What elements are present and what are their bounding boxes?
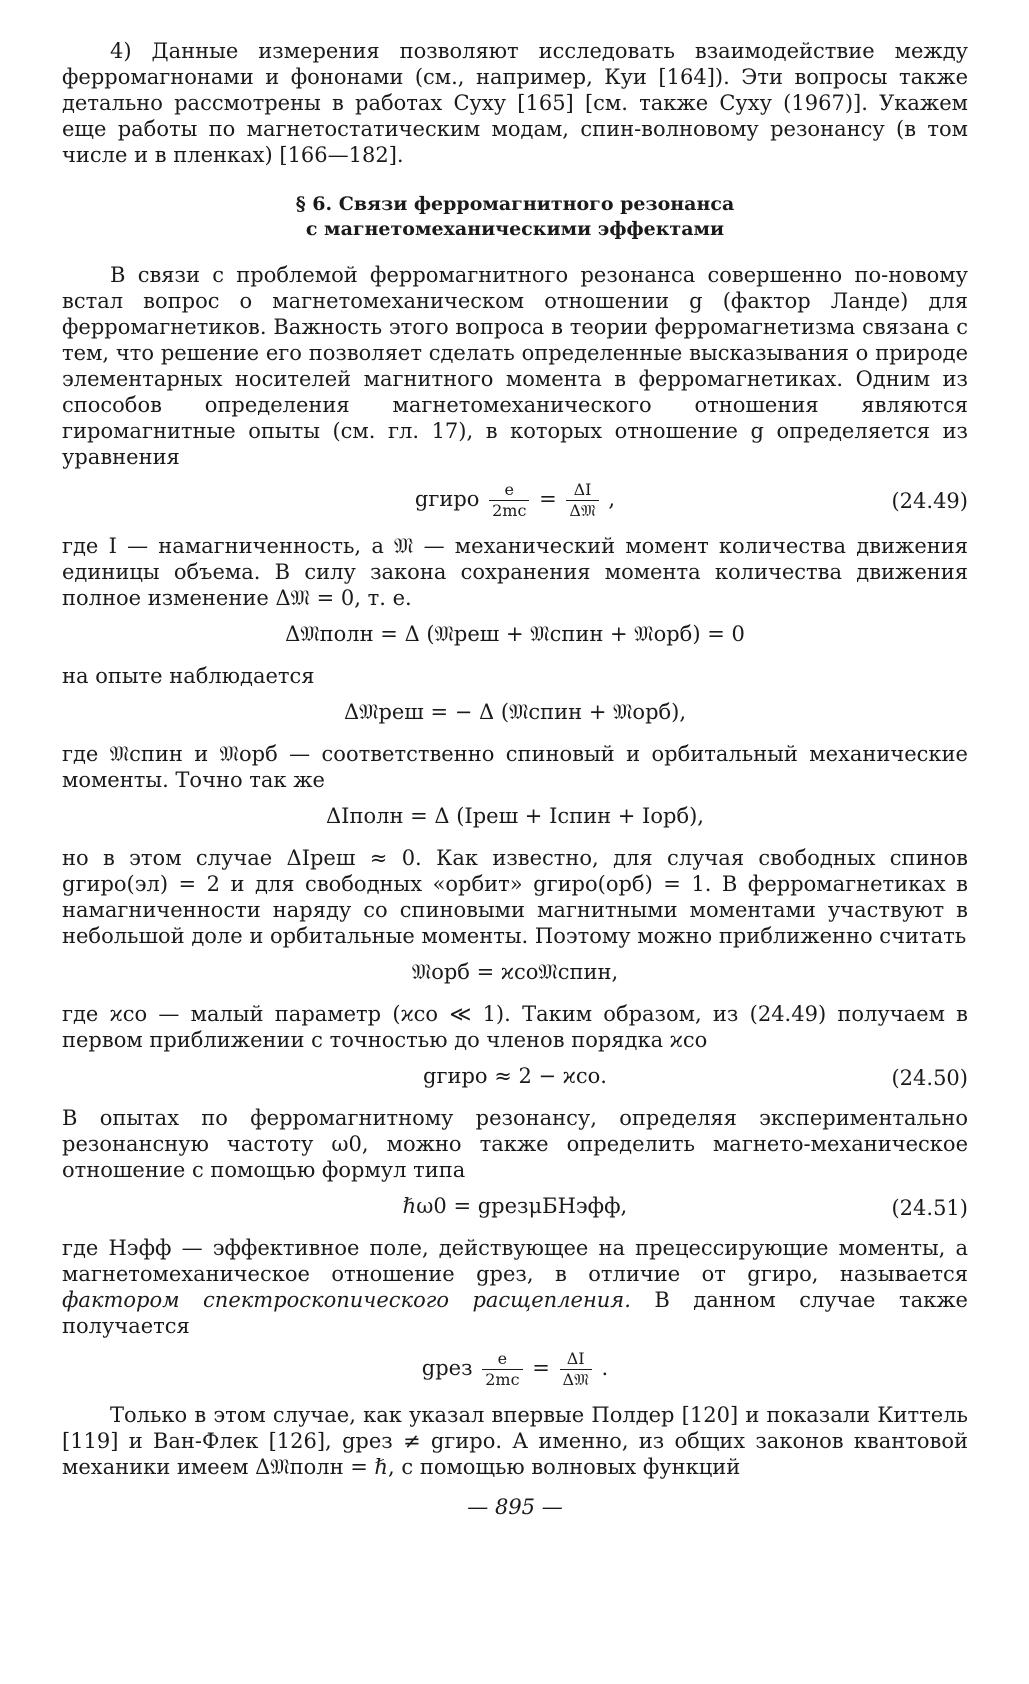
- paragraph-6: но в этом случае ΔIреш ≈ 0. Как известно, для случая свободных спинов gгиро(эл) = 2 и для свободных «орбит» gгиро(орб) = 1. В ферромагнетиках в намагниченности наряду со спиновыми магнитными моментами участвуют в небольшой доле и орбитальные моменты. Поэтому можно приближенно считать: [62, 846, 968, 948]
- equation-number: (24.50): [891, 1066, 968, 1090]
- equation-24-50: [62, 1063, 968, 1093]
- section-heading-line1: § 6. Связи ферромагнитного резонанса: [295, 193, 735, 215]
- equals-sign: =: [539, 487, 557, 511]
- paragraph-9: [62, 1235, 968, 1339]
- paragraph-8: В опытах по ферромагнитному резонансу, определяя экспериментально резонансную частоту ω0, можно также определить магнето-механическое отношение с помощью формул типа: [62, 1106, 968, 1182]
- equation-number: (24.51): [891, 1196, 968, 1220]
- paragraph-3: где I — намагниченность, а 𝔐 — механический момент количества движения единицы объема. В силу закона сохранения момента количества движения полное изменение Δ𝔐 = 0, т. е.: [62, 534, 968, 610]
- paragraph-1: 4) Данные измерения позволяют исследовать взаимодействие между ферромагнонами и фононами (см., например, Куи [164]). Эти вопросы также детально рассмотрены в работах Суху [165] [см. также Суху (1967)]. Укажем еще работы по магнетостатическим модам, спин-волновому резонансу (в том числе и в пленках) [166—182].: [62, 39, 968, 167]
- equation-expression: ℏω0 = gрезμБHэфф,: [402, 1194, 628, 1218]
- paragraph-9-start: где Hэфф — эффективное поле, действующее на прецессирующие моменты, а магнетомеханическое отношение gрез, в отличие от gгиро, называется: [62, 1236, 968, 1286]
- equation-number: (24.49): [891, 488, 968, 513]
- equation-total-moment: Δ𝔐полн = Δ (𝔐реш + 𝔐спин + 𝔐орб) = 0: [285, 622, 745, 646]
- document-page: [62, 38, 968, 1520]
- equals-sign: =: [532, 1356, 550, 1380]
- equation-tail: ,: [608, 487, 616, 511]
- paragraph-5: где 𝔐спин и 𝔐орб — соответственно спиновый и орбитальный механические моменты. Точно так же: [62, 742, 968, 792]
- paragraph-10: Только в этом случае, как указал впервые Полдер [120] и показали Киттель [119] и Ван-Флек [126], gрез ≠ gгиро. А именно, из общих законов квантовой механики имеем Δ𝔐полн = ℏ, с помощью волновых функций: [62, 1403, 968, 1479]
- page-number: — 895 —: [467, 1495, 563, 1519]
- equation-24-49: [62, 480, 968, 521]
- paragraph-7: где ϰсо — малый параметр (ϰсо ≪ 1). Таким образом, из (24.49) получаем в первом приближении с точностью до членов порядка ϰсо: [62, 1002, 968, 1052]
- equation-magnetization: ΔIполн = Δ (Iреш + Iспин + Iорб),: [326, 804, 704, 828]
- italic-term: фактором спектроскопического расщепления.: [62, 1288, 631, 1312]
- paragraph-9-end: В данном случае также получается: [62, 1288, 968, 1338]
- equation-tail: .: [601, 1356, 609, 1380]
- section-heading: [62, 192, 968, 242]
- fraction-e-2mc: $\frac{e}{2mc}$: [489, 480, 529, 521]
- equation-24-51: [62, 1193, 968, 1223]
- fraction-dI-dM: $\frac{\Delta I}{\text{Δ𝔐}}$: [566, 480, 598, 521]
- equation-lhs: gгиро: [414, 487, 480, 511]
- fraction-dI-dM: $\frac{\Delta I}{\text{Δ𝔐}}$: [560, 1349, 592, 1390]
- section-heading-line2: с магнетомеханическими эффектами: [305, 218, 725, 240]
- paragraph-4: на опыте наблюдается: [62, 664, 315, 688]
- equation-lhs: gрез: [421, 1356, 473, 1380]
- equation-lattice-moment: Δ𝔐реш = − Δ (𝔐спин + 𝔐орб),: [343, 700, 687, 724]
- equation-orbital: 𝔐орб = ϰсо𝔐спин,: [411, 960, 619, 984]
- paragraph-2: В связи с проблемой ферромагнитного резонанса совершенно по-новому встал вопрос о магнетомеханическом отношении g (фактор Ланде) для ферромагнетиков. Важность этого вопроса в теории ферромагнетизма связана с тем, что решение его позволяет сделать определенные высказывания о природе элементарных носителей магнитного момента в ферромагнетиках. Одним из способов определения магнетомеханического отношения являются гиромагнитные опыты (см. гл. 17), в которых отношение g определяется из уравнения: [62, 263, 968, 469]
- equation-expression: gгиро ≈ 2 − ϰсо.: [423, 1064, 607, 1088]
- equation-resonance: [62, 1349, 968, 1390]
- fraction-e-2mc: $\frac{e}{2mc}$: [482, 1349, 522, 1390]
